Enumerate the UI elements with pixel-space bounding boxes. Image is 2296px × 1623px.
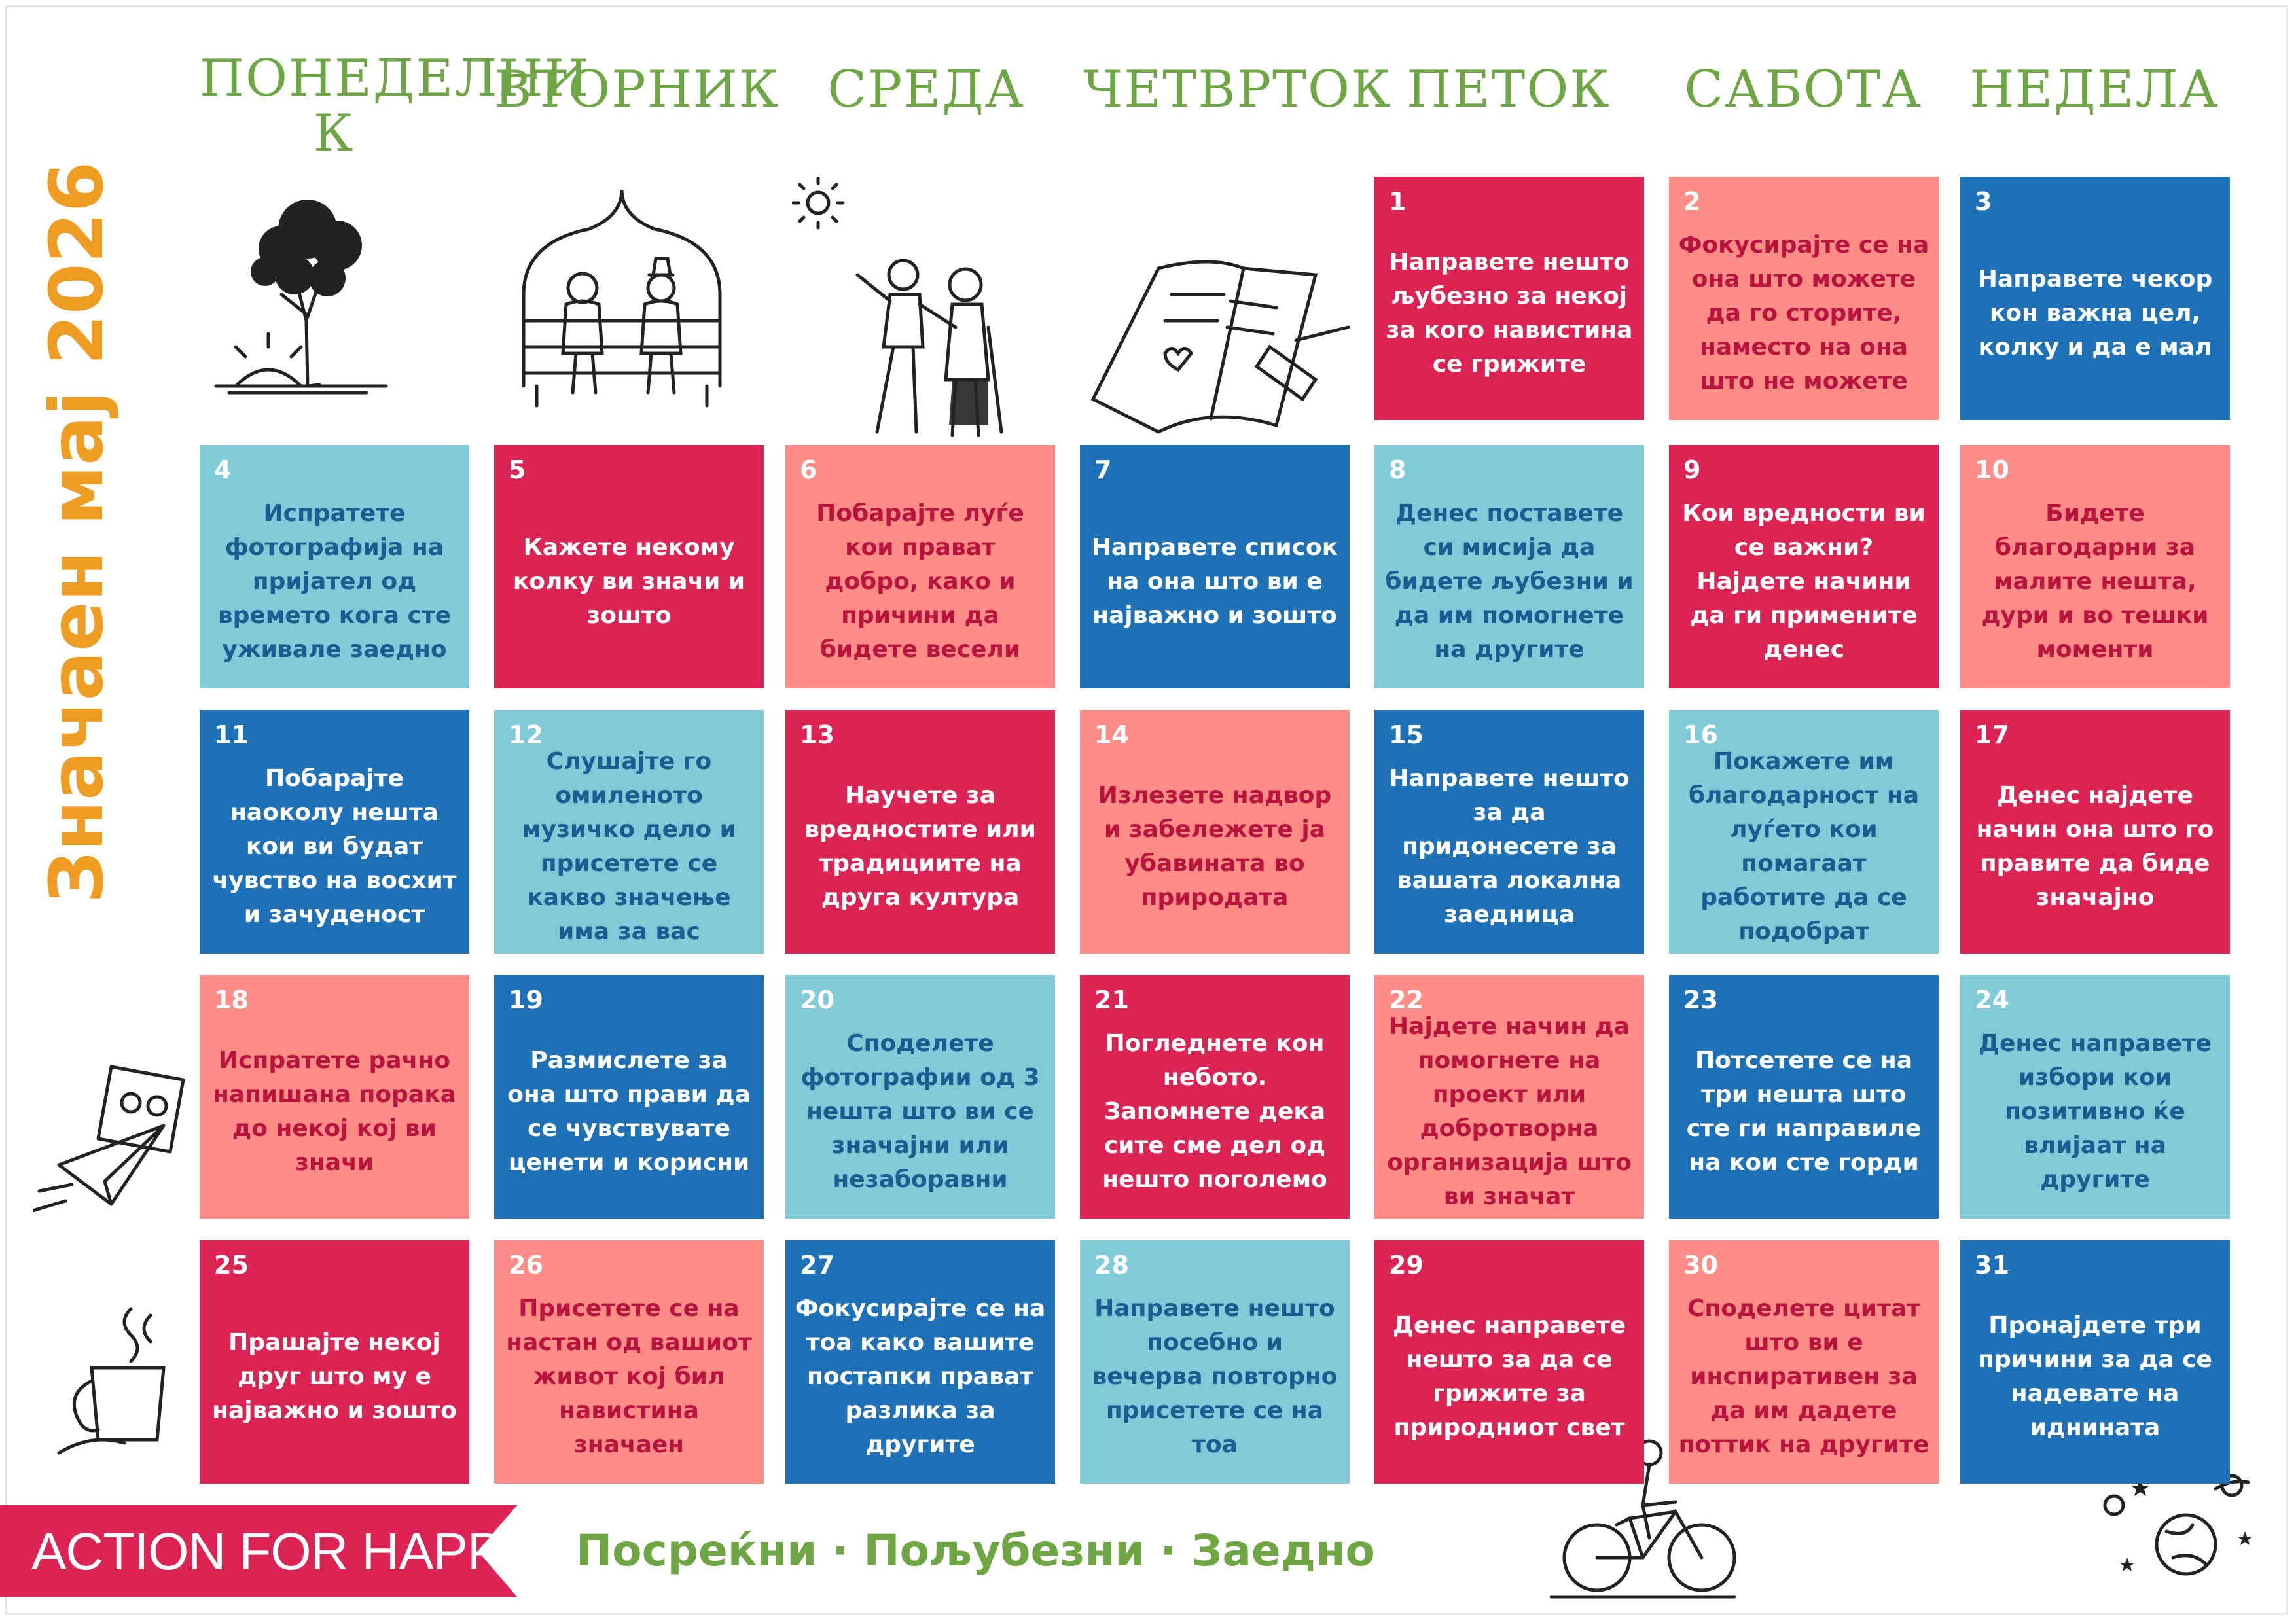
day-sunday: НЕДЕЛА <box>1969 60 2219 119</box>
day-number: 7 <box>1094 455 1112 484</box>
day-activity: Направете чекор кон важна цел, колку и да е мал <box>1977 266 2213 361</box>
day-activity: Научете за вредностите или традициите на друга култура <box>804 782 1036 911</box>
day-number: 24 <box>1975 986 2009 1014</box>
day-activity: Слушајте го омиленото музичко дело и присетете се какво значење има за вас <box>522 748 736 945</box>
day-number: 20 <box>800 986 834 1014</box>
day-cell-29 <box>1374 1240 1644 1484</box>
day-cell-16 <box>1669 710 1939 954</box>
day-number: 29 <box>1389 1251 1424 1279</box>
day-activity: Фокусирајте се на она што можете да го сторите, наместо на она што не можете <box>1678 232 1929 395</box>
day-cell-15 <box>1374 710 1644 954</box>
day-number: 11 <box>214 721 249 749</box>
day-activity: Испратете рачно напишана порака до некој кој ви значи <box>213 1047 456 1176</box>
coffee-mug-illustration <box>52 1302 183 1459</box>
day-activity: Направете нешто љубезно за некој за кого навистина се грижите <box>1386 249 1633 378</box>
day-activity: Побарајте луѓе кои прават добро, како и причини да бидете весели <box>816 500 1024 663</box>
day-cell-12 <box>494 710 764 954</box>
day-activity: Покажете им благодарност на луѓето кои помагаат работите да се подобрат <box>1689 748 1919 945</box>
day-activity: Споделете фотографии од 3 нешта што ви се значајни или незаборавни <box>800 1030 1040 1193</box>
day-activity: Направете нешто посебно и вечерва повторно присетете се на тоа <box>1092 1295 1338 1458</box>
day-number: 21 <box>1094 986 1129 1014</box>
day-cell-30 <box>1669 1240 1939 1484</box>
day-activity: Денес поставете си мисија да бидете љубезни и да им помогнете на другите <box>1385 500 1634 663</box>
day-number: 4 <box>214 455 232 484</box>
day-tuesday: ВТОРНИК <box>494 60 780 119</box>
day-cell-3 <box>1960 177 2230 420</box>
day-activity: Погледнете кон небото. Запомнете дека сите сме дел од нешто поголемо <box>1102 1030 1327 1193</box>
day-thursday: ЧЕТВРТОК <box>1083 60 1392 119</box>
day-cell-7 <box>1080 445 1350 688</box>
day-monday: ПОНЕДЕЛНИ К <box>200 49 590 163</box>
day-activity: Најдете начин да помогнете на проект или добротворна организација што ви значат <box>1387 1013 1632 1210</box>
day-saturday: САБОТА <box>1684 60 1922 119</box>
day-cell-5 <box>494 445 764 688</box>
day-cell-23 <box>1669 975 1939 1219</box>
day-activity: Споделете цитат што ви е инспиративен за да им дадете поттик на другите <box>1678 1295 1929 1458</box>
day-activity: Потсетете се на три нешта што сте ги направиле на кои сте горди <box>1686 1047 1922 1176</box>
day-number: 2 <box>1683 187 1701 216</box>
day-activity: Побарајте наоколу нешта кои ви будат чувство на восхит и зачуденост <box>212 765 457 928</box>
day-activity: Размислете за она што прави да се чувствувате ценети и корисни <box>507 1047 751 1176</box>
day-friday: ПЕТОК <box>1407 60 1611 119</box>
day-number: 15 <box>1389 721 1424 749</box>
day-activity: Прашајте некој друг што му е најважно и зошто <box>212 1329 457 1424</box>
day-cell-21 <box>1080 975 1350 1219</box>
day-cell-19 <box>494 975 764 1219</box>
day-cell-6 <box>785 445 1055 688</box>
day-number: 30 <box>1683 1251 1718 1279</box>
day-activity: Кажете некому колку ви значи и зошто <box>512 534 745 629</box>
day-activity: Присетете се на настан од вашиот живот кој бил навистина значаен <box>506 1295 752 1458</box>
day-cell-17 <box>1960 710 2230 954</box>
day-activity: Денес најдете начин она што го правите да биде значајно <box>1976 782 2214 911</box>
paper-plane-photo-illustration <box>33 1054 203 1224</box>
day-cell-20 <box>785 975 1055 1219</box>
day-cell-14 <box>1080 710 1350 954</box>
day-number: 9 <box>1683 455 1701 484</box>
day-activity: Испратете фотографија на пријател од времето кога сте уживале заедно <box>217 500 452 663</box>
day-wednesday: СРЕДА <box>827 60 1025 119</box>
two-women-walking-illustration <box>792 177 1054 452</box>
day-number: 5 <box>509 455 526 484</box>
day-number: 17 <box>1975 721 2009 749</box>
day-number: 3 <box>1975 187 1992 216</box>
day-cell-22 <box>1374 975 1644 1219</box>
tree-sunrise-illustration <box>209 190 393 399</box>
day-cell-1 <box>1374 177 1644 420</box>
day-cell-27 <box>785 1240 1055 1484</box>
day-activity: Направете нешто за да придонесете за вашата локална заедница <box>1389 765 1630 928</box>
day-cell-8 <box>1374 445 1644 688</box>
day-number: 16 <box>1683 721 1718 749</box>
day-activity: Фокусирајте се на тоа како вашите постапки прават разлика за другите <box>795 1295 1046 1458</box>
bench-couple-illustration <box>511 190 733 412</box>
day-number: 27 <box>800 1251 834 1279</box>
day-number: 31 <box>1975 1251 2009 1279</box>
day-number: 26 <box>509 1251 543 1279</box>
day-number: 8 <box>1389 455 1407 484</box>
day-cell-9 <box>1669 445 1939 688</box>
day-cell-24 <box>1960 975 2230 1219</box>
brand-name: ACTION FOR HAPPINESS <box>31 1522 656 1580</box>
day-cell-18 <box>200 975 469 1219</box>
day-number: 12 <box>509 721 543 749</box>
day-number: 28 <box>1094 1251 1129 1279</box>
day-cell-2 <box>1669 177 1939 420</box>
day-cell-26 <box>494 1240 764 1484</box>
day-cell-10 <box>1960 445 2230 688</box>
day-cell-28 <box>1080 1240 1350 1484</box>
day-activity: Пронајдете три причини за да се надевате на иднината <box>1978 1312 2212 1441</box>
day-cell-11 <box>200 710 469 954</box>
day-number: 14 <box>1094 721 1129 749</box>
day-number: 10 <box>1975 455 2009 484</box>
day-cell-31 <box>1960 1240 2230 1484</box>
day-number: 23 <box>1683 986 1718 1014</box>
day-cell-13 <box>785 710 1055 954</box>
journal-writing-illustration <box>1080 249 1355 445</box>
day-cell-4 <box>200 445 469 688</box>
day-activity: Кои вредности ви се важни? Најдете начини да ги примените денес <box>1682 500 1926 663</box>
day-activity: Излезете надвор и забележете ја убавината во природата <box>1098 782 1332 911</box>
day-number: 25 <box>214 1251 249 1279</box>
day-number: 22 <box>1389 986 1424 1014</box>
tagline: Посреќни · Пољубезни · Заедно <box>576 1525 1375 1576</box>
day-number: 1 <box>1389 187 1407 216</box>
day-number: 18 <box>214 986 249 1014</box>
day-cell-25 <box>200 1240 469 1484</box>
day-number: 13 <box>800 721 834 749</box>
day-activity: Денес направете избори кои позитивно ќе влијаат на другите <box>1978 1030 2212 1193</box>
day-activity: Денес направете нешто за да се грижите за природниот свет <box>1392 1312 1626 1441</box>
day-number: 6 <box>800 455 817 484</box>
calendar-title: Значаен мај 2026 <box>35 161 120 903</box>
day-activity: Бидете благодарни за малите нешта, дури и во тешки моменти <box>1981 500 2209 663</box>
day-number: 19 <box>509 986 543 1014</box>
day-activity: Направете список на она што ви е најважно и зошто <box>1091 534 1338 629</box>
